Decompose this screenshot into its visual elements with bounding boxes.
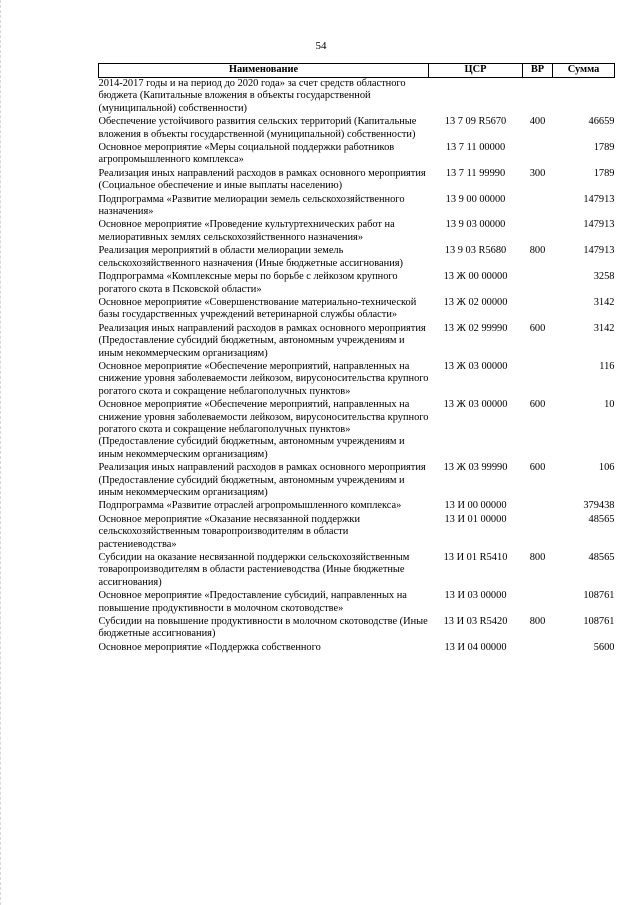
row-sum: 48565 bbox=[588, 513, 615, 525]
row-vr bbox=[523, 514, 553, 552]
row-vr: 800 bbox=[529, 552, 546, 564]
row-csr: 13 И 03 00000 bbox=[444, 590, 507, 602]
table-row bbox=[99, 78, 615, 117]
table-row bbox=[99, 616, 615, 642]
table-row bbox=[99, 500, 615, 513]
row-vr bbox=[523, 297, 553, 323]
table-row bbox=[99, 271, 615, 297]
row-vr: 400 bbox=[529, 116, 546, 128]
table-row bbox=[99, 168, 615, 194]
table-row bbox=[99, 323, 615, 361]
header-csr: ЦСР bbox=[429, 64, 523, 78]
table-row bbox=[99, 142, 615, 168]
table-row bbox=[99, 297, 615, 323]
row-csr: 13 7 11 99990 bbox=[445, 167, 506, 179]
row-csr: 13 И 03 R5420 bbox=[443, 616, 508, 628]
table-row bbox=[99, 116, 615, 142]
row-vr: 600 bbox=[529, 462, 546, 474]
row-sum: 3142 bbox=[593, 322, 615, 334]
row-name: Обеспечение устойчивого развития сельских территорий (Капитальные вложения в объекты государственной (муниципальной) собственности) bbox=[98, 116, 417, 140]
row-sum: 147913 bbox=[583, 219, 615, 231]
row-sum: 46659 bbox=[588, 116, 615, 128]
row-sum: 106 bbox=[598, 462, 615, 474]
row-csr: 13 Ж 03 00000 bbox=[443, 399, 508, 411]
row-name: Реализация мероприятий в области мелиорации земель сельскохозяйственного назначения (Иные бюджетные ассигнования) bbox=[98, 245, 403, 269]
row-name: Подпрограмма «Комплексные меры по борьбе с лейкозом крупного рогатого скота в Псковской области» bbox=[98, 271, 398, 295]
table-row bbox=[99, 219, 615, 245]
row-csr: 13 Ж 03 00000 bbox=[443, 360, 508, 372]
row-vr bbox=[523, 219, 553, 245]
row-name: Основное мероприятие «Обеспечение мероприятий, направленных на снижение уровня заболеваемости лейкозом, вирусоносительства крупного рогатого скота и сокращение неблагополучных пунктов» bbox=[98, 360, 429, 397]
row-name: Основное мероприятие «Поддержка собственного bbox=[98, 641, 321, 653]
row-sum: 147913 bbox=[583, 193, 615, 205]
budget-table bbox=[98, 63, 615, 655]
row-name: Основное мероприятие «Меры социальной поддержки работников агропромышленного комплекса» bbox=[98, 142, 395, 166]
table-row bbox=[99, 552, 615, 590]
row-name: Основное мероприятие «Проведение культуртехнических работ на мелиоративных землях сельскохозяйственного назначения» bbox=[98, 219, 395, 243]
table-row bbox=[99, 642, 615, 655]
row-vr: 600 bbox=[529, 322, 546, 334]
header-name: Наименование bbox=[99, 64, 429, 78]
row-csr: 13 9 00 00000 bbox=[445, 193, 506, 205]
row-sum: 1789 bbox=[593, 142, 615, 154]
row-vr bbox=[523, 78, 553, 117]
row-sum: 147913 bbox=[583, 245, 615, 257]
table-row bbox=[99, 361, 615, 399]
row-csr: 13 Ж 02 00000 bbox=[443, 296, 508, 308]
row-sum: 108761 bbox=[583, 616, 615, 628]
row-sum: 3142 bbox=[593, 296, 615, 308]
row-csr: 13 Ж 02 99990 bbox=[443, 322, 508, 334]
row-sum: 1789 bbox=[593, 167, 615, 179]
row-csr: 13 И 00 00000 bbox=[444, 500, 507, 512]
header-vr: ВР bbox=[523, 64, 553, 78]
row-name: Субсидии на оказание несвязанной поддержки сельскохозяйственным товаропроизводителям в области растениеводства (Иные бюджетные ассигнования) bbox=[98, 552, 410, 588]
row-name: Основное мероприятие «Обеспечение мероприятий, направленных на снижение уровня заболеваемости лейкозом, вирусоносительства крупного рогатого скота и сокращение неблагополучных пунктов» (Предоставление субсидий бюджетным, автономным учреждениям и иным некоммерческим организациям) bbox=[98, 399, 429, 460]
table-row bbox=[99, 514, 615, 552]
table-row bbox=[99, 399, 615, 462]
row-csr: 13 9 03 00000 bbox=[445, 219, 506, 231]
table-header-row bbox=[99, 64, 615, 78]
row-vr bbox=[523, 642, 553, 655]
row-vr bbox=[523, 590, 553, 616]
row-name: Основное мероприятие «Предоставление субсидий, направленных на повышение продуктивности в молочном скотоводстве» bbox=[98, 590, 407, 614]
row-name: Реализация иных направлений расходов в рамках основного мероприятия (Социальное обеспечение и иные выплаты населению) bbox=[98, 167, 426, 192]
row-vr bbox=[523, 194, 553, 220]
row-name: Субсидии на повышение продуктивности в молочном скотоводстве (Иные бюджетные ассигнования) bbox=[98, 616, 428, 640]
row-sum: 379438 bbox=[583, 500, 615, 512]
row-name: Основное мероприятие «Совершенствование материально-технической базы государственных учреждений ветеринарной службы области» bbox=[98, 296, 417, 321]
row-sum: 3258 bbox=[593, 271, 615, 283]
table-row bbox=[99, 590, 615, 616]
row-sum: 5600 bbox=[593, 641, 615, 653]
row-vr bbox=[523, 142, 553, 168]
row-csr: 13 9 03 R5680 bbox=[444, 245, 507, 257]
row-csr: 13 7 11 00000 bbox=[445, 142, 506, 154]
row-vr: 800 bbox=[529, 245, 546, 257]
row-name: Реализация иных направлений расходов в рамках основного мероприятия (Предоставление субсидий бюджетным, автономным учреждениям и иным некоммерческим организациям) bbox=[98, 322, 426, 359]
table-row bbox=[99, 194, 615, 220]
row-sum: 116 bbox=[599, 360, 615, 372]
row-name: Подпрограмма «Развитие отраслей агропромышленного комплекса» bbox=[98, 500, 402, 512]
row-sum: 10 bbox=[604, 399, 615, 411]
row-vr: 800 bbox=[529, 616, 546, 628]
row-vr bbox=[523, 361, 553, 399]
row-vr: 600 bbox=[529, 399, 546, 411]
row-vr bbox=[523, 271, 553, 297]
row-sum bbox=[553, 78, 615, 117]
row-name: 2014-2017 годы и на период до 2020 года» за счет средств областного бюджета (Капитальные вложения в объекты государственной (муниципальной) собственности) bbox=[98, 78, 406, 114]
row-csr: 13 И 04 00000 bbox=[444, 641, 507, 653]
row-sum: 108761 bbox=[583, 590, 615, 602]
row-csr: 13 Ж 03 99990 bbox=[443, 462, 508, 474]
table-row bbox=[99, 462, 615, 500]
row-vr: 300 bbox=[529, 167, 546, 179]
row-csr: 13 И 01 R5410 bbox=[443, 552, 508, 564]
row-csr: 13 7 09 R5670 bbox=[444, 116, 507, 128]
table-row bbox=[99, 245, 615, 271]
row-csr: 13 И 01 00000 bbox=[444, 513, 507, 525]
row-name: Реализация иных направлений расходов в рамках основного мероприятия (Предоставление субсидий бюджетным, автономным учреждениям и иным некоммерческим организациям) bbox=[98, 462, 426, 498]
row-csr bbox=[429, 78, 523, 117]
table-body bbox=[99, 78, 615, 656]
row-name: Подпрограмма «Развитие мелиорации земель сельскохозяйственного назначения» bbox=[98, 193, 405, 218]
row-name: Основное мероприятие «Оказание несвязанной поддержки сельскохозяйственным товаропроизводителям в области растениеводства» bbox=[98, 513, 361, 550]
row-csr: 13 Ж 00 00000 bbox=[443, 271, 508, 283]
header-sum: Сумма bbox=[553, 64, 615, 78]
row-vr bbox=[523, 500, 553, 513]
page-number: 54 bbox=[315, 40, 327, 52]
row-sum: 48565 bbox=[588, 552, 615, 564]
